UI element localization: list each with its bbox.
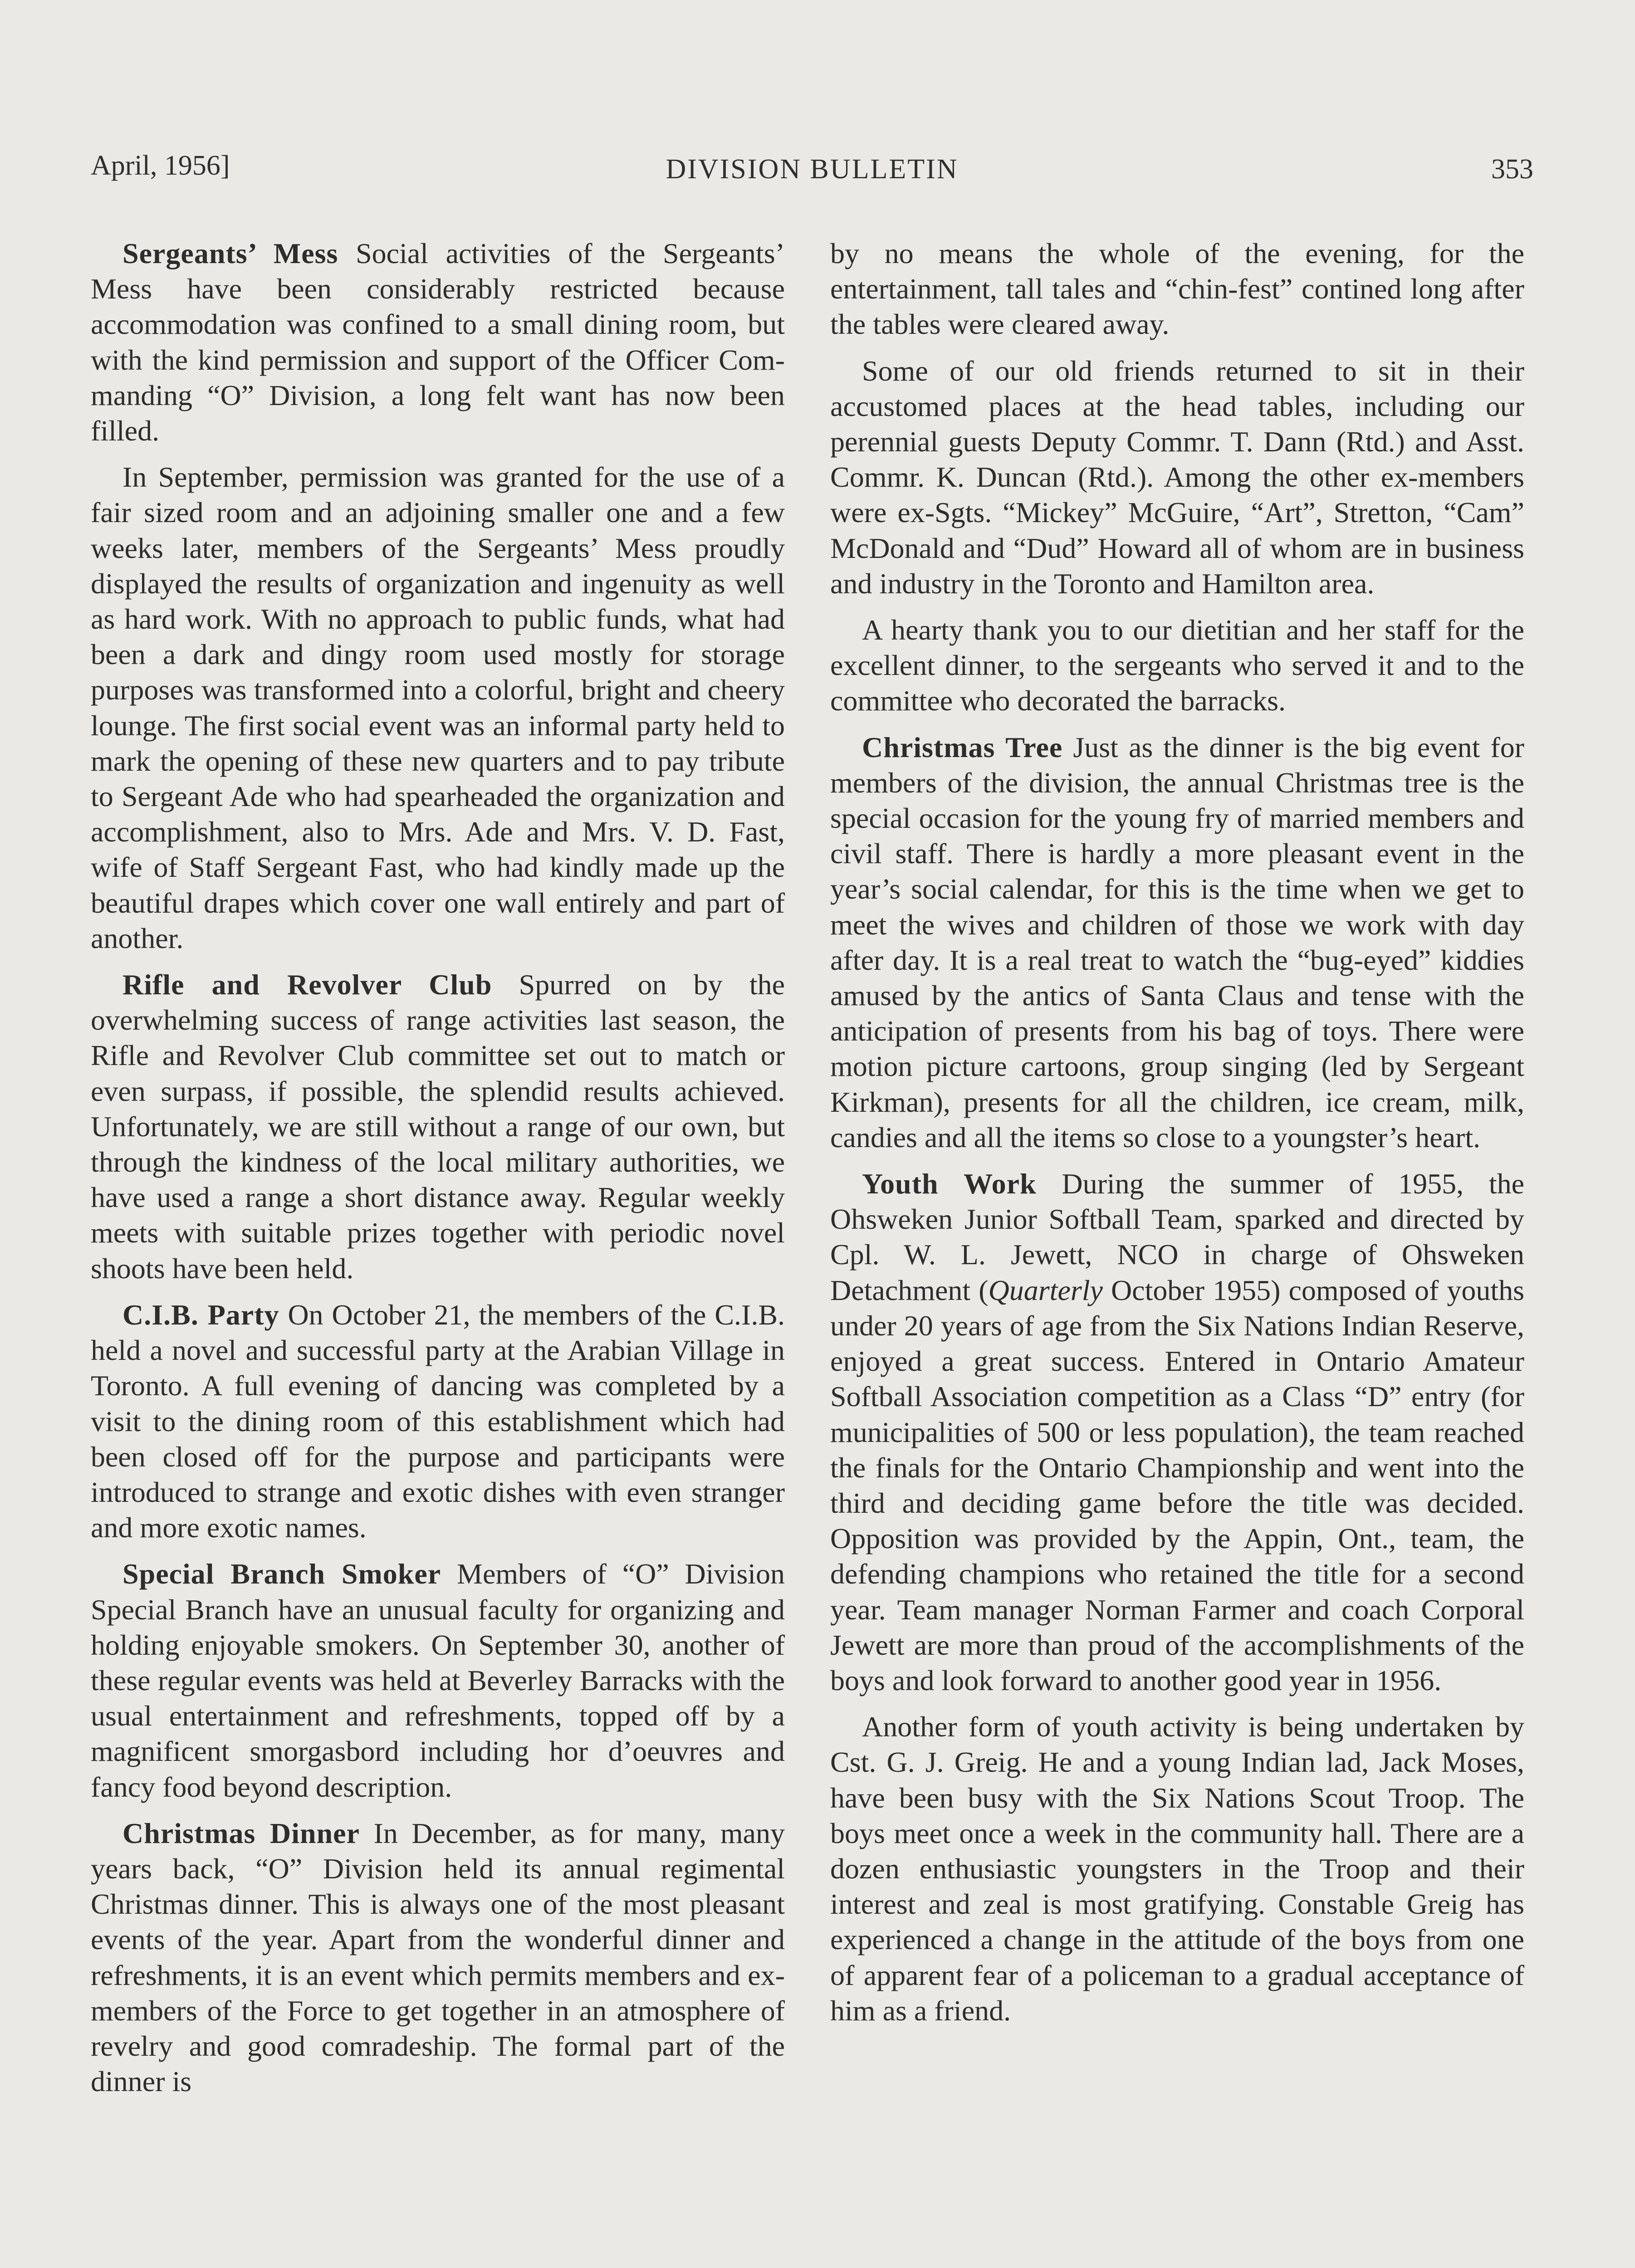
paragraph [830, 236, 1524, 342]
paragraph [91, 1556, 785, 1804]
paragraph-text: by no means the whole of the evening, for the entertainment, tall tales and “chin-fest” contined long after the tables were cleared away. [830, 237, 1524, 341]
paragraph-text: Spurred on by the overwhelming success of range activities last season, the Rifle and Revolver Club committee set out to match or even surpass, if possible, the splendid results achieved. Unfortunately, we are still without a range of our own, but through the kindness of the local military authorities, we have used a range a short distance away. Regular weekly meets with suitable prizes together with periodic novel shoots have been held. [91, 968, 785, 1285]
issue-date: April, 1956] [91, 150, 230, 181]
paragraph [830, 612, 1524, 719]
paragraph [91, 1297, 785, 1545]
section-heading: Christmas Dinner [122, 1817, 360, 1849]
section-heading: Special Branch Smoker [122, 1558, 441, 1590]
paragraph [830, 1166, 1524, 1698]
paragraph-text: A hearty thank you to our dietitian and her staff for the excellent dinner, to the sergeants who served it and to the committee who decorated the barracks. [830, 614, 1524, 717]
publication-title: DIVISION BULLETIN [666, 154, 959, 185]
paragraph-text: Some of our old friends returned to sit in their accustomed places at the head tables, including our perennial guests Deputy Commr. T. Dann (Rtd.) and Asst. Commr. K. Duncan (Rtd.). Among the other ex-members were ex-Sgts. “Mickey” McGuire, “Art”, Stretton, “Cam” McDonald and “Dud” Howard all of whom are in business and industry in the Toronto and Hamilton area. [830, 354, 1524, 600]
paragraph-text: Members of “O” Division Special Branch have an unusual faculty for organizing and holding enjoyable smokers. On September 30, another of these regular events was held at Beverley Barracks with the usual entertainment and refreshments, topped off by a magnificent smorgasbord including hor d’oeuvres and fancy food beyond description. [91, 1558, 785, 1803]
paragraph [91, 967, 785, 1286]
section-heading: Christmas Tree [862, 731, 1063, 763]
paragraph [830, 353, 1524, 601]
paragraph-text: During the summer of 1955, the Ohsweken Junior Softball Team, sparked and directed by Cpl. W. L. Jewett, NCO in charge of Ohsweken Detachment (Quarterly October 1955) composed of youths under 20 years of age from the Six Nations Indian Reserve, enjoyed a great success. Entered in Ontario Amateur Softball Association competition as a Class “D” entry (for municipalities of 500 or less population), the team reached the finals for the Ontario Championship and went into the third and deciding game before the title was decided. Opposition was provided by the Appin, Ont., team, the defending champions who retained the title for a second year. Team manager Norman Farmer and coach Corporal Jewett are more than proud of the accomplishments of the boys and look forward to another good year in 1956. [830, 1168, 1525, 1696]
paragraph [91, 1816, 785, 2100]
paragraph-text: In December, as for many, many years back, “O” Division held its annual regimental Christmas dinner. This is always one of the most pleasant events of the year. Apart from the wonderful dinner and refreshments, it is an event which permits members and ex-members of the Force to get together in an atmosphere of revelry and good comradeship. The formal part of the dinner is [91, 1817, 785, 2098]
paragraph [91, 236, 785, 449]
paragraph-text: Social activities of the Sergeants’ Mess have been considerably restricted because accommodation was confined to a small dining room, but with the kind permission and support of the Officer Commanding “O” Division, a long felt want has now been filled. [91, 237, 785, 447]
paragraph [830, 730, 1524, 1155]
paragraph-text: Another form of youth activity is being undertaken by Cst. G. J. Greig. He and a young Indian lad, Jack Moses, have been busy with the Six Nations Scout Troop. The boys meet once a week in the community hall. There are a dozen enthusiastic youngsters in the Troop and their interest and zeal is most gratifying. Constable Greig has experienced a change in the attitude of the boys from one of apparent fear of a policeman to a gradual acceptance of him as a friend. [830, 1711, 1524, 2027]
paragraph [91, 459, 785, 956]
paragraph [830, 1709, 1524, 2028]
section-heading: Sergeants’ Mess [122, 237, 338, 269]
running-head [91, 150, 1533, 191]
right-column [830, 236, 1524, 2039]
paragraph-text: In September, permission was granted for the use of a fair sized room and an adjoining smaller one and a few weeks later, members of the Sergeants’ Mess proudly displayed the results of organization and ingenuity as well as hard work. With no approach to public funds, what had been a dark and dingy room used mostly for storage purposes was transformed into a colorful, bright and cheery lounge. The first social event was an informal party held to mark the opening of these new quarters and to pay tribute to Sergeant Ade who had spearheaded the organization and accomplishment, also to Mrs. Ade and Mrs. V. D. Fast, wife of Staff Sergeant Fast, who had kindly made up the beautiful drapes which cover one wall entirely and part of another. [91, 461, 785, 954]
left-column [91, 236, 785, 2110]
page-number: 353 [1491, 154, 1533, 185]
section-heading: Rifle and Revolver Club [122, 968, 492, 1001]
periodical-title: Quarterly [988, 1274, 1103, 1306]
section-heading: Youth Work [862, 1168, 1037, 1200]
paragraph-text: On October 21, the members of the C.I.B. held a novel and successful party at the Arabian Village in Toronto. A full evening of dancing was completed by a visit to the dining room of this establishment which had been closed off for the purpose and participants were introduced to strange and exotic dishes with even stranger and more exotic names. [91, 1298, 785, 1544]
section-heading: C.I.B. Party [122, 1298, 279, 1331]
paragraph-text: Just as the dinner is the big event for members of the division, the annual Christmas tree is the special occasion for the young fry of married members and civil staff. There is hardly a more pleasant event in the year’s social calendar, for this is the time when we get to meet the wives and children of those we work with day after day. It is a real treat to watch the “bug-eyed” kiddies amused by the antics of Santa Claus and tense with the anticipation of presents from his bag of toys. There were motion picture cartoons, group singing (led by Sergeant Kirkman), presents for all the children, ice cream, milk, candies and all the items so close to a youngster’s heart. [830, 731, 1525, 1154]
